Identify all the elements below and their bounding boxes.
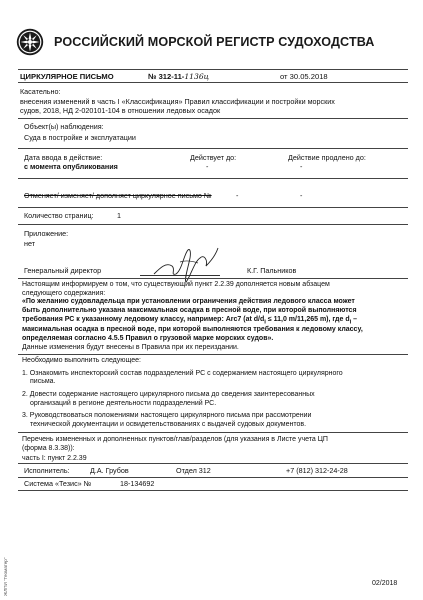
extended-until-label: Действие продлено до:: [288, 153, 366, 162]
divider: [18, 207, 408, 208]
pages-label: Количество страниц:: [24, 211, 94, 220]
body-quote-line3-text: требования РС к указанному ледовому классу, например:: [22, 315, 226, 323]
executor-dept: Отдел 312: [176, 466, 211, 475]
ice-class-notation: Arc7 (at d/d: [225, 315, 265, 323]
draft-subscript: I: [349, 319, 352, 326]
body-quote-line4: максимальная осадка в пресной воде, при которой выполняются требования к ледовому классу,: [22, 326, 363, 334]
system-value: 18-134692: [120, 479, 155, 488]
action-item-2-line2: организаций в регионе деятельности подразделений РС.: [30, 399, 217, 407]
divider: [18, 118, 408, 119]
subject-label: Касательно:: [20, 87, 61, 96]
body-note: Данные изменения будут внесены в Правила при их переиздании.: [22, 343, 239, 351]
action-item-3-line2: технической документации и освидетельствованиях с выдачей судовых документов.: [30, 421, 307, 429]
attachment-label: Приложение:: [24, 229, 69, 238]
subject-text-line2: судов, 2018, НД 2-020101-104 в отношении ледовых осадок: [20, 106, 221, 115]
action-item-1-line2: письма.: [30, 378, 56, 386]
letter-date: от 30.05.2018: [280, 72, 328, 81]
rs-emblem-icon: [16, 28, 44, 56]
org-name: РОССИЙСКИЙ МОРСКОЙ РЕГИСТР СУДОХОДСТВА: [54, 35, 375, 49]
signatory-name: К.Г. Пальников: [247, 266, 297, 275]
attachment-value: нет: [24, 239, 36, 248]
body-quote-line3-tail: , где d: [328, 315, 350, 323]
divider: [18, 82, 408, 83]
ice-class-notation-end: ≤ 11,0 m/11,265 m): [265, 315, 329, 323]
body-intro-line1: Настоящим информируем о том, что существующий пункт 2.2.39 дополняется новым абзацем: [22, 281, 330, 288]
pages-value: 1: [117, 211, 121, 220]
letter-number-prefix: № 312-11-: [148, 72, 185, 81]
action-item-1-line1: 1. Ознакомить инспекторский состав подразделений РС с содержанием настоящего циркулярного: [22, 369, 343, 377]
cancels-value-2: -: [300, 191, 303, 200]
divider: [18, 354, 408, 355]
divider: [18, 463, 408, 464]
cancels-label: Отменяет/ изменяет/ дополняет циркулярное письмо №: [24, 191, 212, 200]
extended-until-value: -: [300, 162, 303, 171]
letterhead: [16, 28, 411, 58]
letter-number-handwritten: 1136ц: [184, 72, 209, 81]
ice-class-subscript: I: [264, 319, 266, 326]
actions-label: Необходимо выполнить следующее:: [22, 357, 141, 364]
letter-title: ЦИРКУЛЯРНОЕ ПИСЬМО: [20, 72, 114, 81]
entry-date-value: с момента опубликования: [24, 162, 118, 171]
divider: [18, 69, 408, 70]
objects-text: Суда в постройке и эксплуатации: [24, 133, 136, 142]
body-quote-line2: быть дополнительно указана максимальная осадка в пресной воде, при которой выполняются: [22, 307, 357, 315]
divider: [18, 432, 408, 433]
body-intro-line2: следующего содержания:: [22, 289, 106, 297]
action-item-2-line1: 2. Довести содержание настоящего циркулярного письма до сведения заинтересованных: [22, 391, 315, 399]
system-label: Система «Тезис» №: [24, 479, 92, 488]
cancels-value-1: -: [236, 191, 239, 200]
body-quote-line5: определяемая согласно 4.5.5 Правил о грузовой марке морских судов».: [22, 334, 274, 342]
executor-name: Д.А. Грубов: [90, 466, 129, 475]
divider: [18, 148, 408, 149]
divider: [18, 490, 408, 491]
valid-until-value: -: [206, 162, 209, 171]
divider: [18, 224, 408, 225]
executor-phone: +7 (812) 312-24-28: [286, 466, 348, 475]
actions-section: [18, 357, 408, 430]
entry-date-label: Дата ввода в действие:: [24, 153, 103, 162]
signatory-role: Генеральный директор: [24, 266, 102, 275]
side-stamp: ЖЛПИ "Геоматер": [3, 557, 8, 596]
letter-number: [148, 72, 209, 81]
body-quote-line3-end: –: [351, 315, 358, 323]
executor-label: Исполнитель:: [24, 466, 70, 475]
changes-value: часть I: пункт 2.2.39: [22, 455, 87, 463]
divider: [18, 178, 408, 179]
valid-until-label: Действует до:: [190, 153, 237, 162]
changes-label-line2: (форма 8.3.38)):: [22, 444, 75, 452]
divider: [18, 477, 408, 478]
body-text: [18, 281, 408, 352]
subject-text-line1: внесения изменений в часть I «Классификация» Правил классификации и постройки морских: [20, 97, 335, 106]
changes-section: [18, 436, 408, 464]
action-item-3-line1: 3. Руководствоваться положениями настоящего циркулярного письма при рассмотрении: [22, 412, 312, 420]
body-quote-line3: [18, 316, 408, 327]
changes-label-line1: Перечень измененных и дополненных пунктов/глав/разделов (для указания в Листе учета ЦП: [22, 436, 328, 443]
divider: [18, 278, 408, 279]
objects-label: Объект(ы) наблюдения:: [24, 122, 104, 131]
form-code: 02/2018: [372, 580, 398, 587]
body-quote-line1: «По желанию судовладельца при установлении ограничения действия ледового класса может: [22, 298, 355, 306]
